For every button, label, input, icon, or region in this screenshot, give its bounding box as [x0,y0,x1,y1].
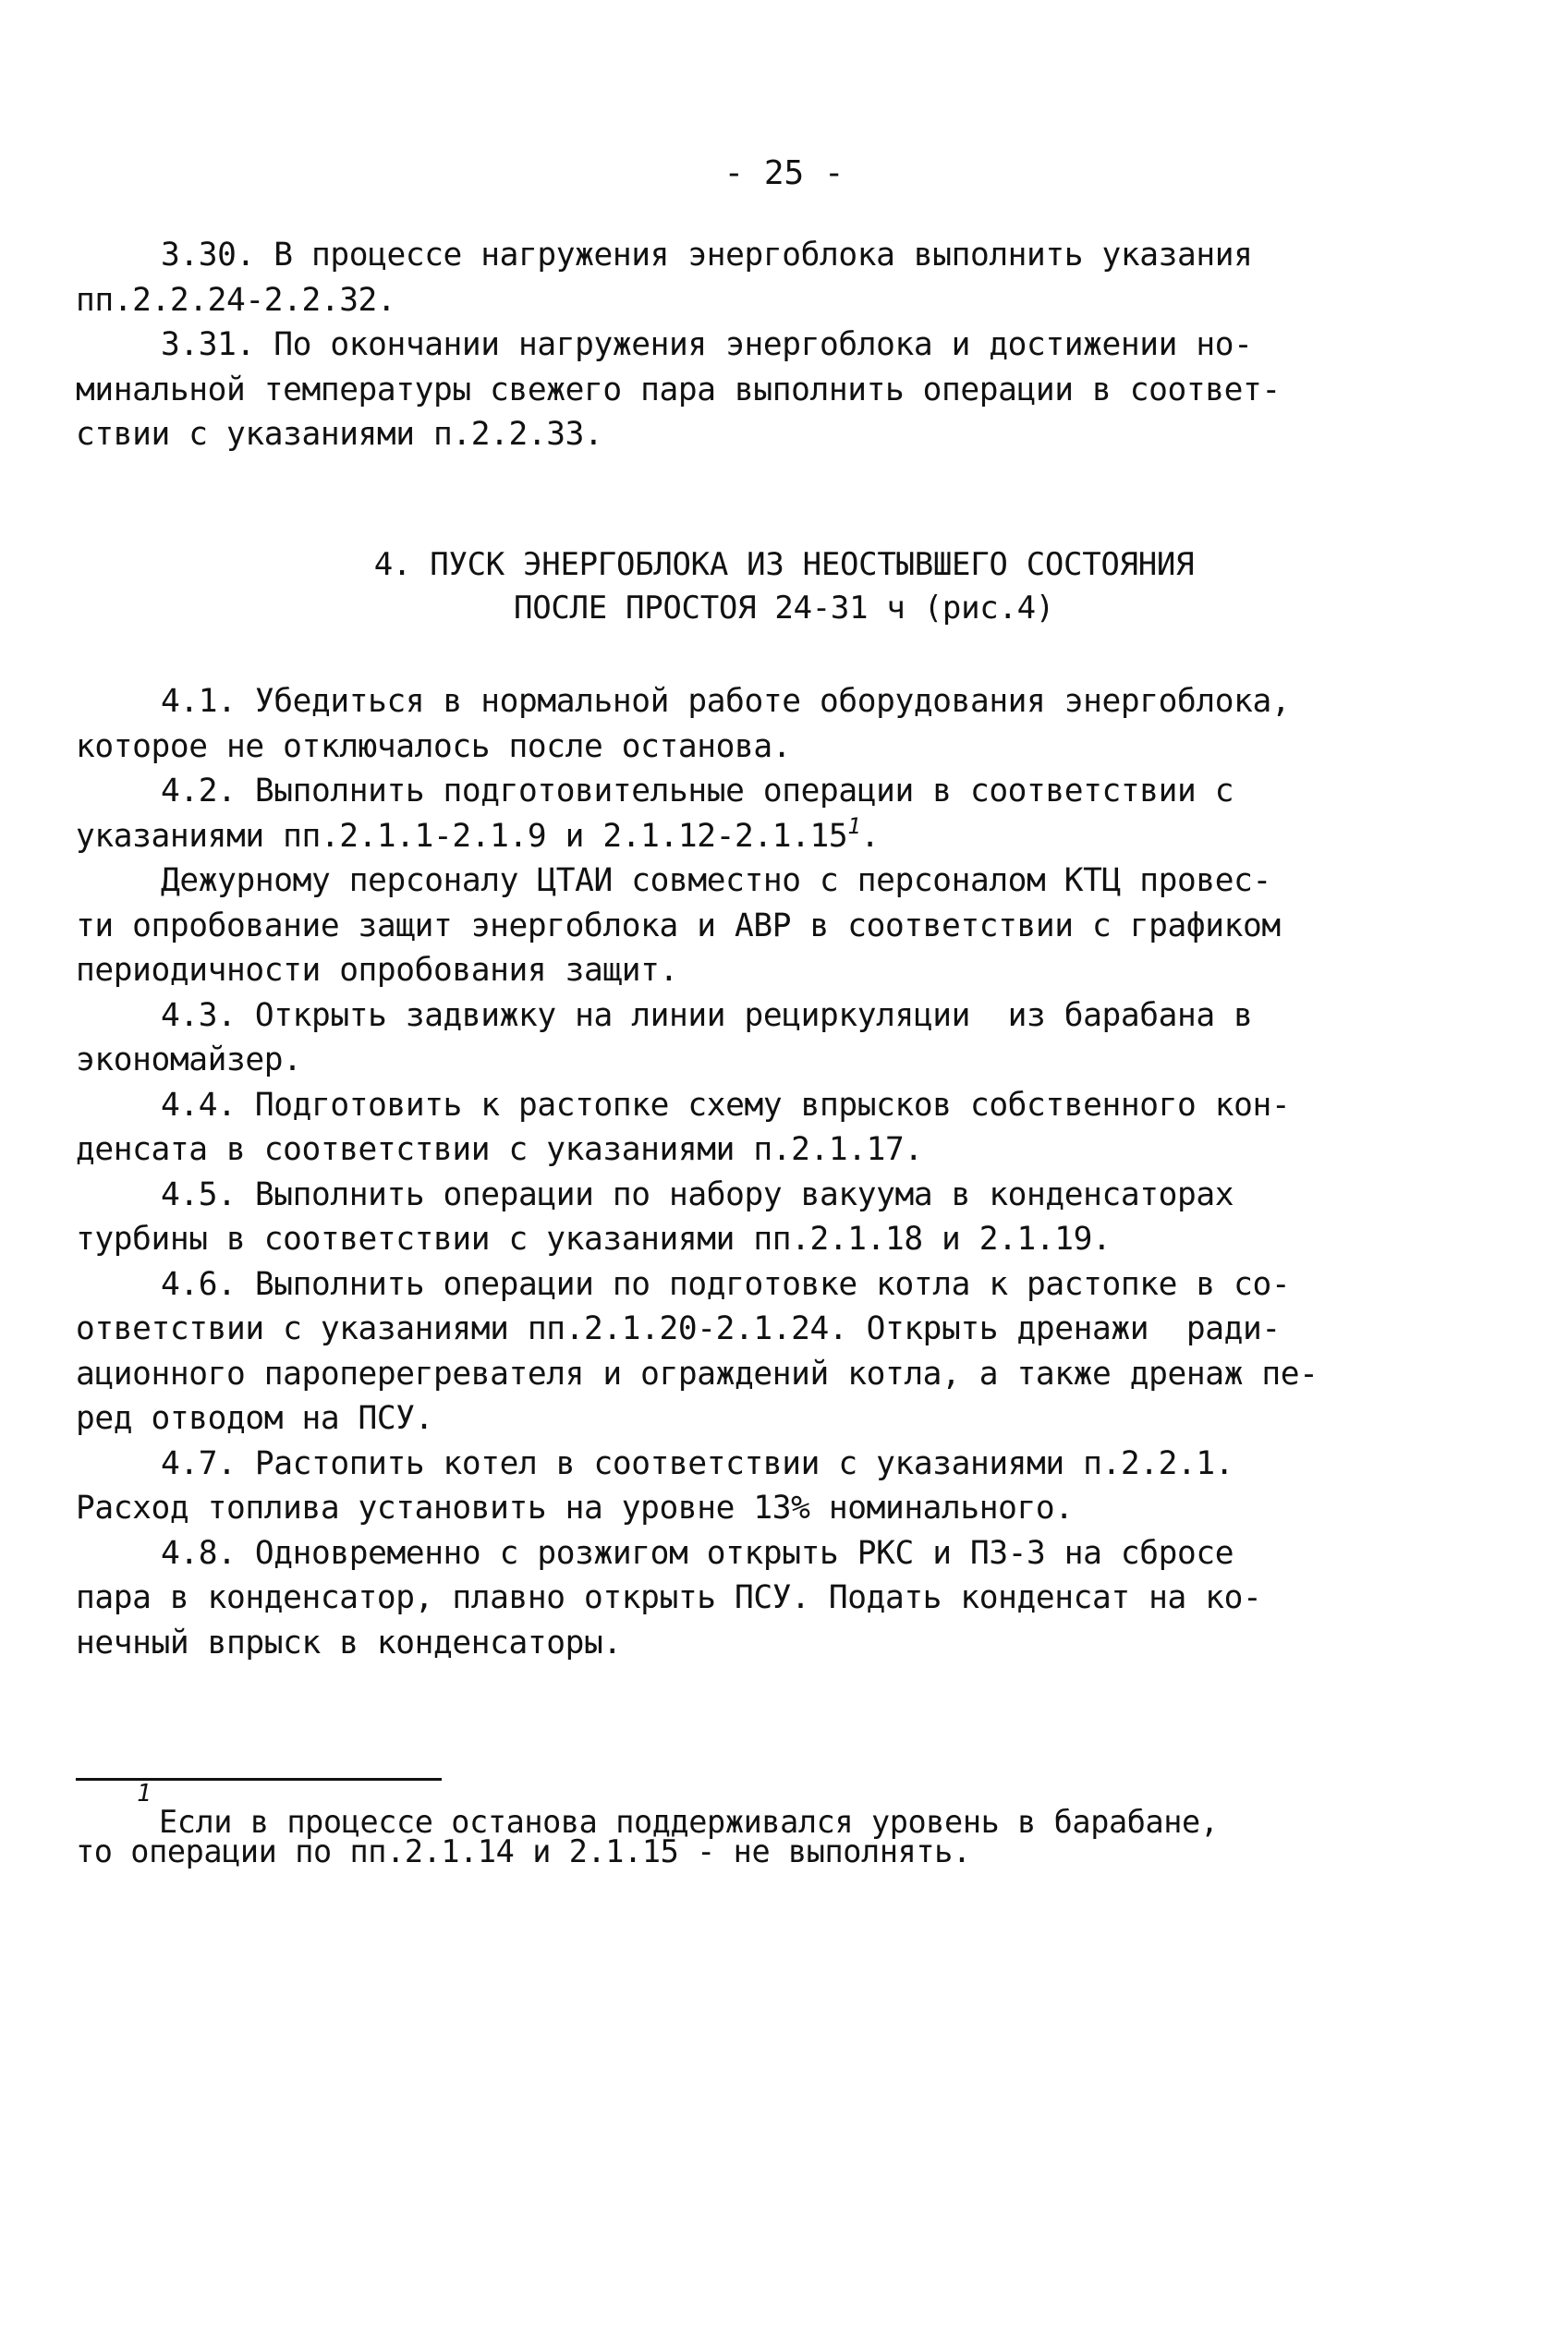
text-line [76,1352,1319,1397]
text-line-content: 4.4. Подготовить к растопке схему впрысков собственного кон- [161,1086,1291,1124]
text-line-content: 4.7. Растопить котел в соответствии с указаниями п.2.2.1. [161,1444,1234,1482]
text-line-content: минальной температуры свежего пара выполнить операции в соответ- [76,371,1281,408]
text-line [76,1217,1268,1262]
text-line [76,1173,1268,1218]
text-line [76,1396,1268,1442]
text-line-content: нечный впрыск в конденсаторы. [76,1624,622,1662]
text-line-content: ответствии с указаниями пп.2.1.20-2.1.24. Открыть дренажи ради- [76,1310,1281,1347]
footnote-divider [76,1778,442,1781]
text-line-content: периодичности опробования защит. [76,952,678,989]
text-line [76,323,1268,368]
text-line [76,233,1268,278]
text-line-tail: . [860,817,880,855]
text-line-content: 4.5. Выполнить операции по набору вакуума в конденсаторах [161,1175,1234,1213]
text-line [76,814,1268,859]
text-line-content: 4.6. Выполнить операции по подготовке котла к растопке в со- [161,1265,1291,1303]
text-line-content: 4.3. Открыть задвижку на линии рециркуляции из барабана в [161,996,1253,1034]
text-line-content: турбины в соответствии с указаниями пп.2.1.18 и 2.1.19. [76,1221,1112,1258]
text-line [76,1576,1268,1621]
text-line-content: 3.31. По окончании нагружения энергоблока и достижении но- [161,326,1253,363]
text-line [76,1442,1268,1487]
text-line-content: денсата в соответствии с указаниями п.2.1.17. [76,1131,923,1168]
text-line [76,1083,1291,1128]
text-line [76,904,1281,949]
text-line-content: пара в конденсатор, плавно открыть ПСУ. Подать конденсат на ко- [76,1579,1262,1616]
footnote-reference: 1 [847,812,861,839]
text-line-content: 4.1. Убедиться в нормальной работе оборудования энергоблока, [161,683,1291,720]
page-number: - 25 - [723,154,845,192]
text-line [76,858,1271,904]
text-line-content: ационного пароперегревателя и ограждений котла, а также дренаж пе- [76,1355,1319,1393]
footnote-mark: 1 [137,1780,152,1808]
footnote-line-1: Если в процессе останова поддерживался уровень в барабане, [159,1804,1219,1840]
text-line [76,724,1268,770]
text-line-content: указаниями пп.2.1.1-2.1.9 и 2.1.12-2.1.15 [76,817,848,855]
text-line [76,1262,1291,1308]
section-3-text [76,233,1281,457]
text-line [76,948,1268,993]
text-line-content: 3.30. В процессе нагружения энергоблока выполнить указания [161,237,1253,274]
text-line [76,1486,1268,1531]
text-line [76,679,1291,724]
text-line [76,412,1268,457]
text-line [76,993,1268,1039]
text-line-content: ред отводом на ПСУ. [76,1400,434,1437]
text-line [76,278,1268,323]
text-line-content: ти опробование защит энергоблока и АВР в соответствии с графиком [76,907,1281,944]
text-line-content: Расход топлива установить на уровне 13% номинального. [76,1490,1074,1527]
text-line [76,769,1268,814]
section-4-heading [0,543,1568,630]
text-line-content: ствии с указаниями п.2.2.33. [76,416,603,453]
section-4-text [76,679,1319,1665]
text-line [76,1531,1268,1576]
footnote-line-2: то операции по пп.2.1.14 и 2.1.15 - не выполнять. [76,1833,971,1869]
text-line [76,1621,1268,1666]
text-line-content: которое не отключалось после останова. [76,727,792,765]
text-line-content: 4.8. Одновременно с розжигом открыть РКС и ПЗ-3 на сбросе [161,1534,1234,1572]
text-line-content: пп.2.2.24-2.2.32. [76,281,396,319]
text-line [76,1038,1268,1083]
heading-line-2: ПОСЛЕ ПРОСТОЯ 24-31 ч (рис.4) [514,590,1054,627]
heading-line-1: 4. ПУСК ЭНЕРГОБЛОКА ИЗ НЕОСТЫВШЕГО СОСТОЯНИЯ [373,546,1195,583]
text-line [76,368,1281,413]
text-line [76,1127,1268,1173]
text-line [76,1307,1281,1352]
text-line-content: Дежурному персоналу ЦТАИ совместно с персоналом КТЦ провес- [161,862,1271,899]
text-line-content: 4.2. Выполнить подготовительные операции в соответствии с [161,773,1234,809]
text-line-content: экономайзер. [76,1041,302,1078]
